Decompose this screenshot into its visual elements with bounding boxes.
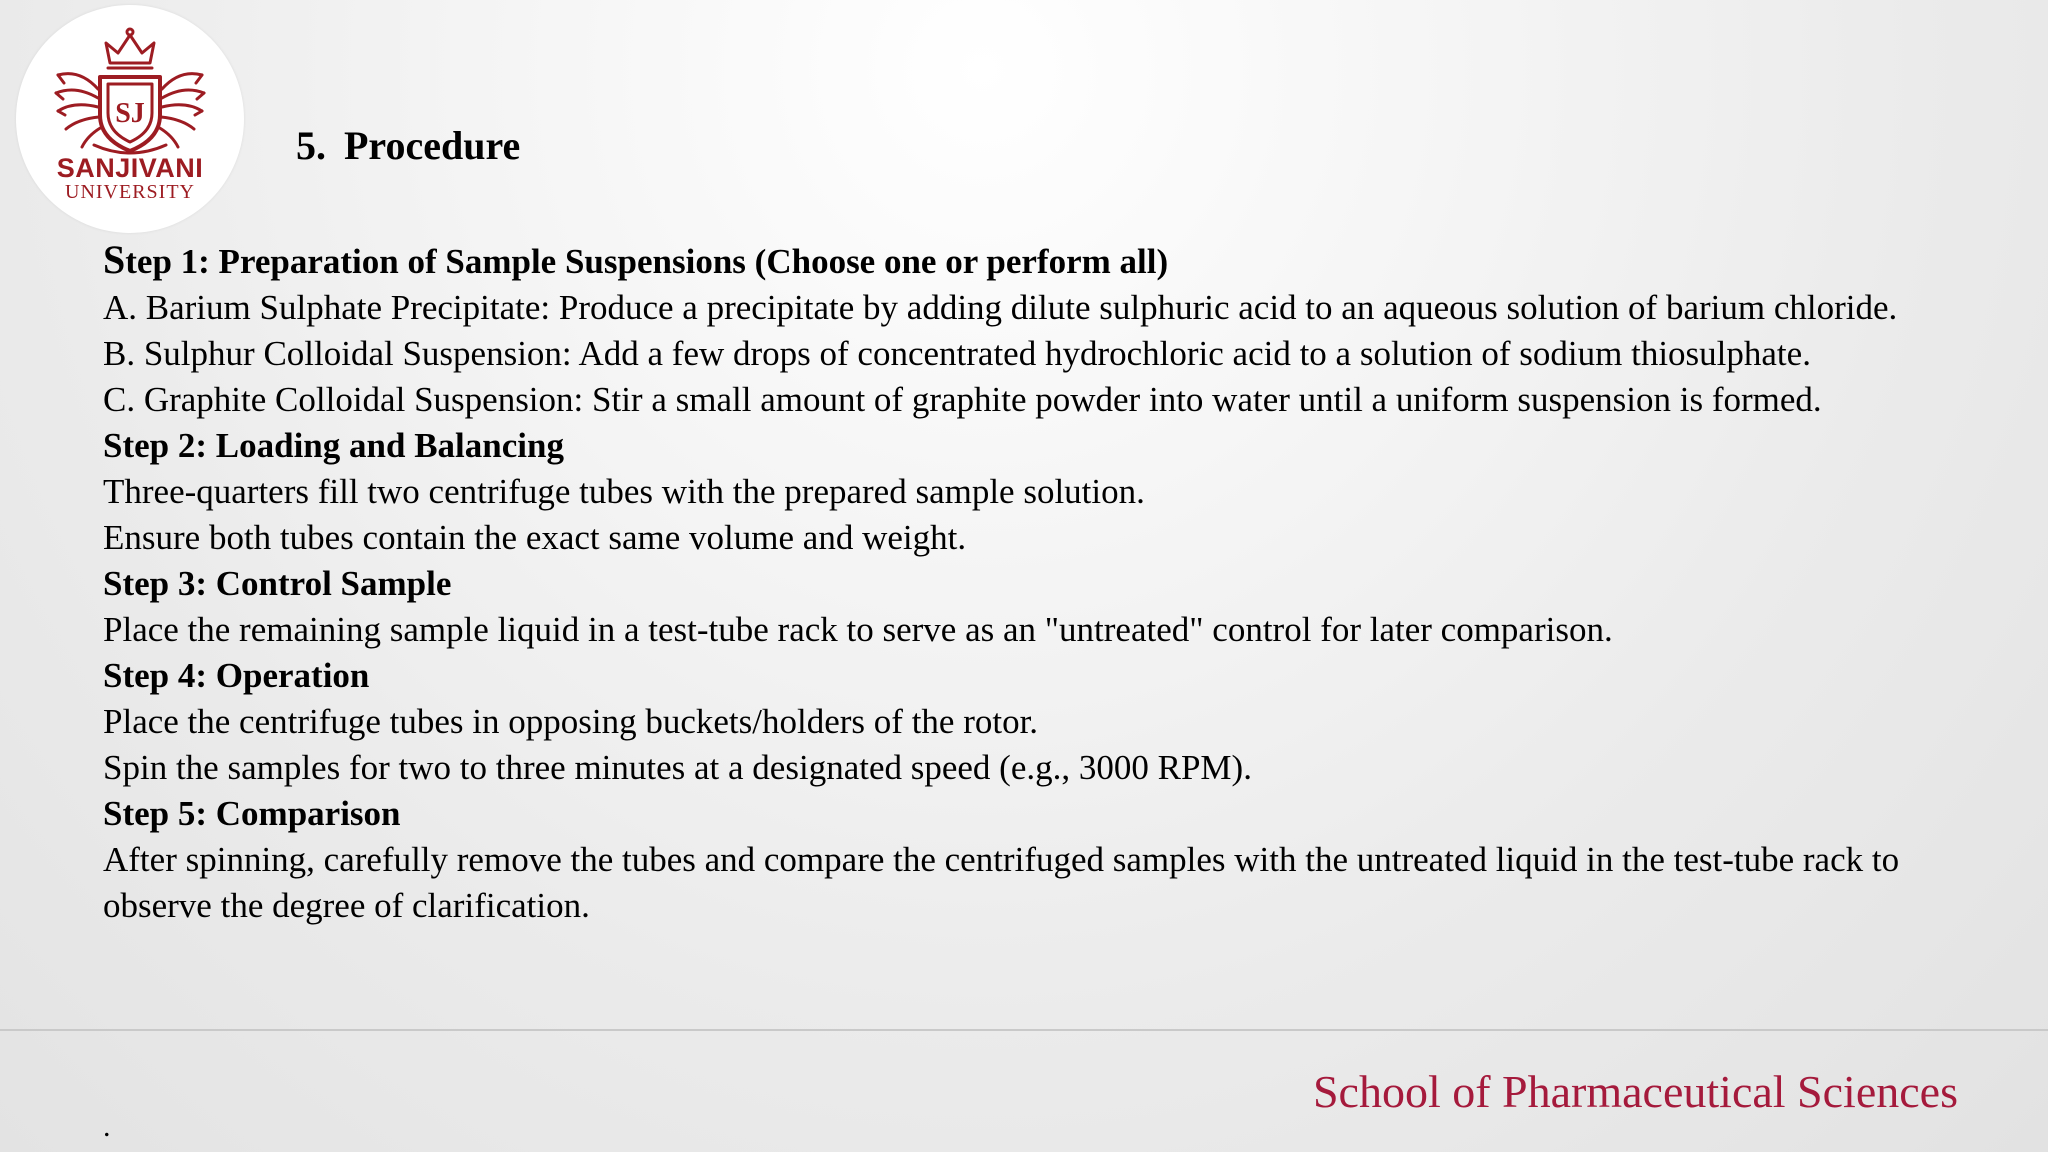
step-line: Spin the samples for two to three minutes at a designated speed (e.g., 3000 RPM). [103, 748, 1252, 787]
step-heading: Step 2: Loading and Balancing [103, 426, 564, 465]
step-heading-text: tep 1: Preparation of Sample Suspensions (Choose one or perform all) [125, 242, 1169, 281]
university-logo [16, 5, 244, 233]
footer-school-name: School of Pharmaceutical Sciences [1312, 1066, 1958, 1117]
procedure-content [103, 237, 1983, 929]
step-line: B. Sulphur Colloidal Suspension: Add a few drops of concentrated hydrochloric acid to a solution of sodium thiosulphate. [103, 334, 1811, 373]
step-line: A. Barium Sulphate Precipitate: Produce a precipitate by adding dilute sulphuric acid to an aqueous solution of barium chloride. [103, 288, 1898, 327]
step-line: After spinning, carefully remove the tubes and compare the centrifuged samples with the untreated liquid in the test-tube rack to observe the degree of clarification. [103, 840, 1900, 925]
step-line: Place the remaining sample liquid in a test-tube rack to serve as an "untreated" control for later comparison. [103, 610, 1613, 649]
crest-monogram: SJ [115, 98, 145, 129]
slide-title [296, 122, 520, 169]
slide-number: 5. [296, 123, 326, 168]
logo-subtitle: UNIVERSITY [65, 181, 195, 203]
logo-name: SANJIVANI [56, 153, 204, 183]
step-line: Ensure both tubes contain the exact same volume and weight. [103, 518, 967, 557]
step-heading: Step 5: Comparison [103, 794, 401, 833]
step-line: Place the centrifuge tubes in opposing buckets/holders of the rotor. [103, 702, 1039, 741]
footer-dot: . [103, 1110, 111, 1143]
step-heading: Step 3: Control Sample [103, 564, 452, 603]
step-heading: Step 4: Operation [103, 656, 370, 695]
step-heading [103, 237, 1983, 285]
slide-title-text: Procedure [344, 123, 521, 168]
step-line: C. Graphite Colloidal Suspension: Stir a small amount of graphite powder into water until a uniform suspension is formed. [103, 380, 1822, 419]
step-line: Three-quarters fill two centrifuge tubes with the prepared sample solution. [103, 472, 1145, 511]
footer-divider [0, 1029, 2048, 1031]
step-heading-initial: S [103, 237, 126, 282]
